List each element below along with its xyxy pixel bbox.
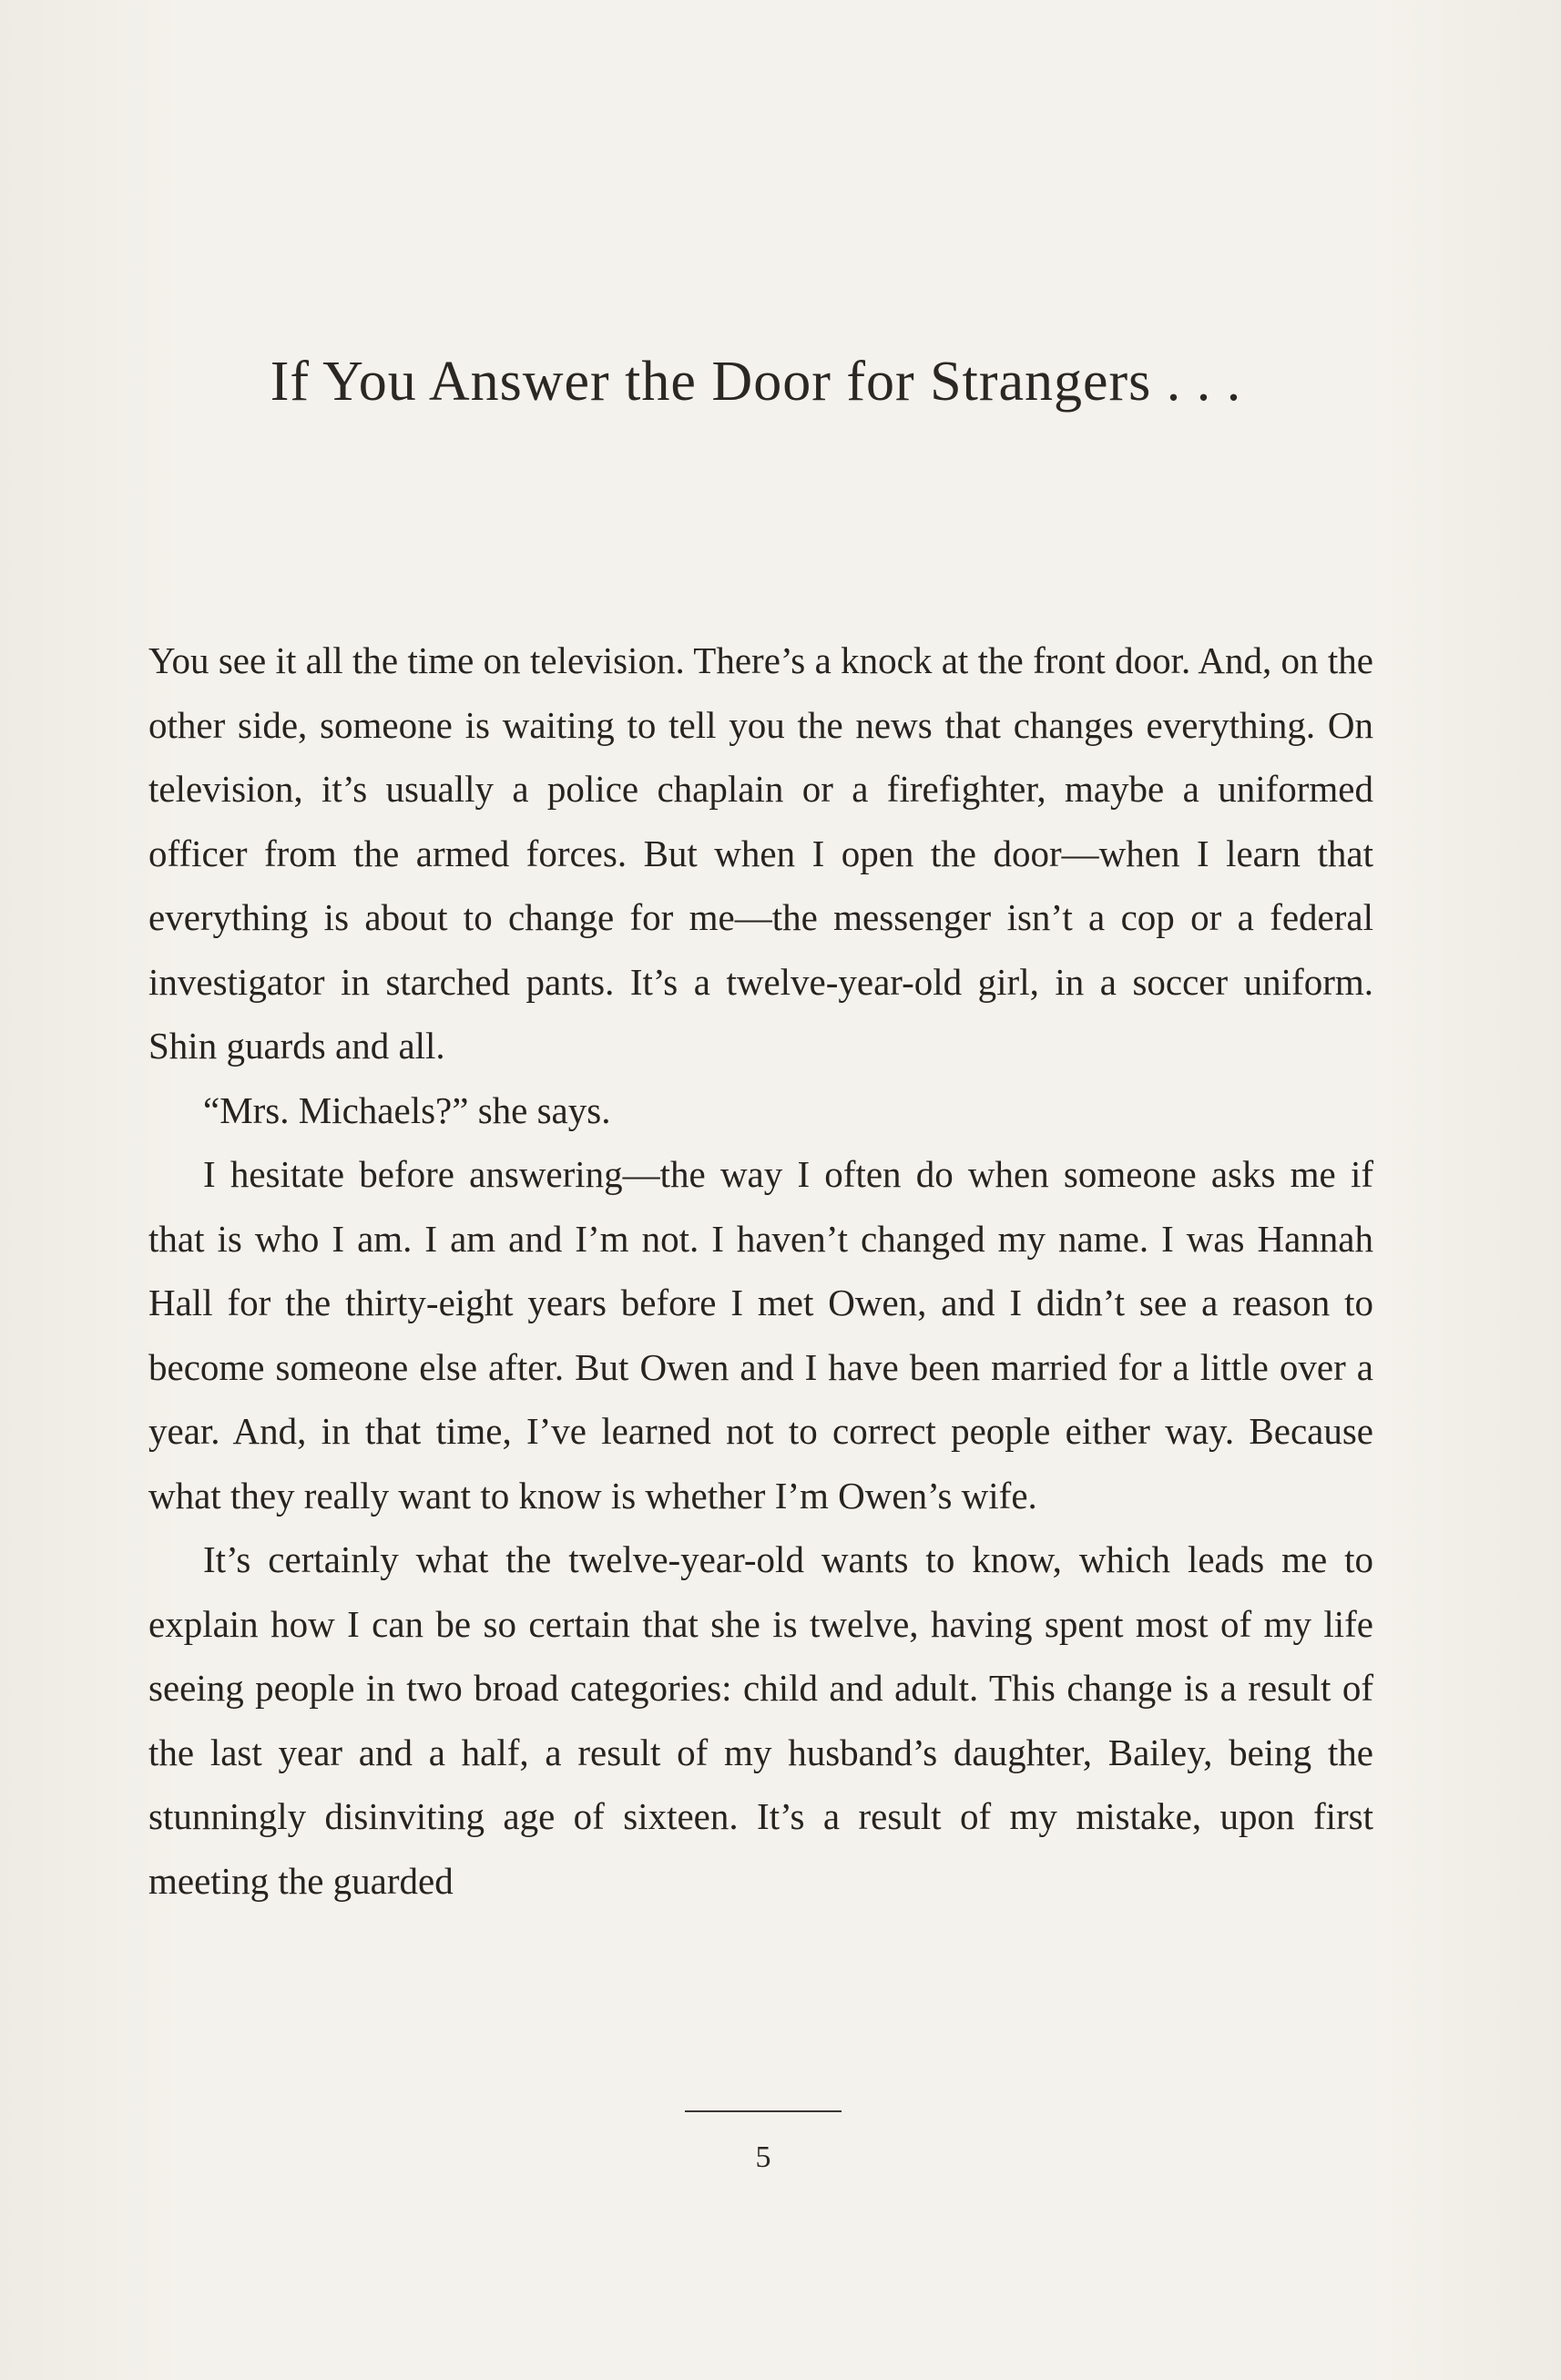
paragraph-1: You see it all the time on television. There’s a knock at the front door. And, on the other side, someone is waiting to tell you the news that changes everything. On television, it’s usually a police chaplain or a firefighter, maybe a uniformed officer from the armed forces. But when I open the door—when I learn that everything is about to change for me—the messenger isn’t a cop or a federal investigator in starched pants. It’s a twelve-year-old girl, in a soccer uniform. Shin guards and all.	[148, 639, 1373, 1067]
paragraph-4: It’s certainly what the twelve-year-old wants to know, which leads me to explain how I can be so certain that she is twelve, having spent most of my life seeing people in two broad categories: child and adult. This change is a result of the last year and a half, a result of my husband’s daughter, Bailey, being the stunningly disinviting age of sixteen. It’s a result of my mistake, upon first meeting the guarded	[148, 1538, 1373, 1902]
footer-rule	[685, 2110, 842, 2112]
paragraph-2: “Mrs. Michaels?” she says.	[203, 1088, 611, 1131]
page-number: 5	[755, 2140, 771, 2174]
chapter-title: If You Answer the Door for Strangers . . .	[270, 351, 1242, 413]
paragraph-3: I hesitate before answering—the way I often do when someone asks me if that is who I am. I am and I’m not. I haven’t changed my name. I was Hannah Hall for the thirty-eight years before I met Owen, and I didn’t see a reason to become someone else after. But Owen and I have been married for a little over a year. And, in that time, I’ve learned not to correct people either way. Because what they really want to know is whether I’m Owen’s wife.	[148, 1153, 1373, 1517]
body-text	[148, 628, 1373, 1913]
